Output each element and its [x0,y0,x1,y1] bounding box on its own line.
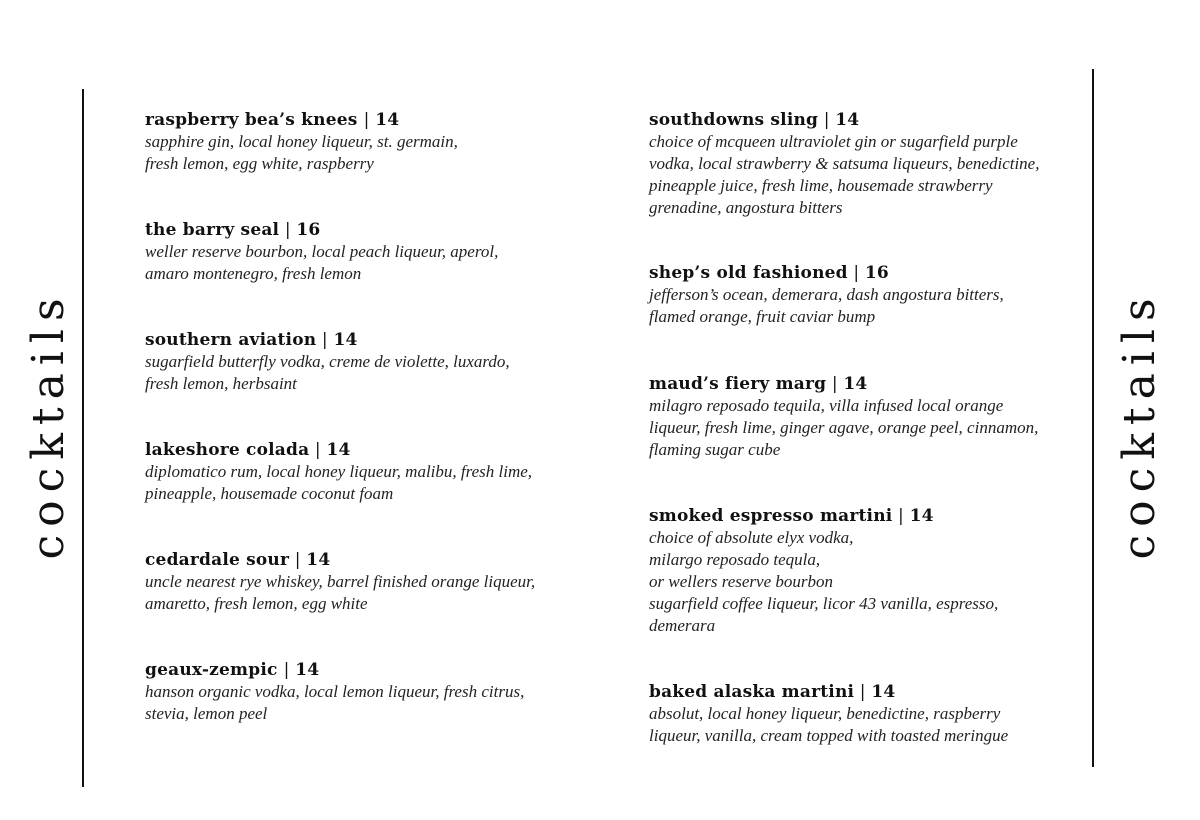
item-description: choice of mcqueen ultraviolet gin or sugarfield purple vodka, local strawberry & satsuma liqueurs, benedictine, pineapple juice, fresh lime, housemade strawberry grenadine, angostura bitters [649,132,1040,217]
item-price: 16 [296,220,321,240]
menu-item: the barry seal | 16 weller reserve bourbon, local peach liqueur, aperol, amaro montenegro, fresh lemon [145,219,585,285]
menu-item: raspberry bea’s knees | 14 sapphire gin, local honey liqueur, st. germain, fresh lemon, egg white, raspberry [145,109,585,175]
menu-item: baked alaska martini | 14 absolut, local honey liqueur, benedictine, raspberry liqueur, vanilla, cream topped with toasted meringue [649,681,1069,747]
item-name: geaux-zempic [145,660,284,680]
right-divider [1092,69,1094,767]
item-price: 14 [909,506,934,526]
item-description: weller reserve bourbon, local peach liqueur, aperol, amaro montenegro, fresh lemon [145,242,499,283]
side-title-left: cocktails [23,290,74,560]
item-price: 14 [333,330,358,350]
item-description: diplomatico rum, local honey liqueur, malibu, fresh lime, pineapple, housemade coconut foam [145,462,533,503]
item-name: the barry seal [145,220,280,240]
item-name: southdowns sling [649,110,819,130]
item-price: 14 [306,550,331,570]
item-name: southern aviation [145,330,317,350]
menu-item: geaux-zempic | 14 hanson organic vodka, local lemon liqueur, fresh citrus, stevia, lemon peel [145,659,585,725]
item-price: 16 [864,263,889,283]
item-description: choice of absolute elyx vodka, milargo reposado tequla, or wellers reserve bourbon sugarfield coffee liqueur, licor 43 vanilla, espresso, demerara [649,528,999,635]
left-divider [82,89,84,787]
item-name: shep’s old fashioned [649,263,848,283]
item-name: maud’s fiery marg [649,374,827,394]
item-description: sugarfield butterfly vodka, creme de violette, luxardo, fresh lemon, herbsaint [145,352,510,393]
item-description: milagro reposado tequila, villa infused local orange liqueur, fresh lime, ginger agave, orange peel, cinnamon, flaming sugar cube [649,396,1039,459]
item-price: 14 [835,110,860,130]
menu-item: smoked espresso martini | 14 choice of absolute elyx vodka, milargo reposado tequla, or wellers reserve bourbon sugarfield coffee liqueur, licor 43 vanilla, espresso, demerara [649,505,1069,637]
item-name: lakeshore colada [145,440,310,460]
item-name: smoked espresso martini [649,506,893,526]
item-description: absolut, local honey liqueur, benedictine, raspberry liqueur, vanilla, cream topped with toasted meringue [649,704,1009,745]
item-price: 14 [375,110,400,130]
item-price: 14 [326,440,351,460]
item-description: hanson organic vodka, local lemon liqueur, fresh citrus, stevia, lemon peel [145,682,525,723]
item-price: 14 [295,660,320,680]
menu-item: lakeshore colada | 14 diplomatico rum, local honey liqueur, malibu, fresh lime, pineapple, housemade coconut foam [145,439,585,505]
item-description: uncle nearest rye whiskey, barrel finished orange liqueur, amaretto, fresh lemon, egg white [145,572,536,613]
menu-item: southdowns sling | 14 choice of mcqueen ultraviolet gin or sugarfield purple vodka, local strawberry & satsuma liqueurs, benedictine, pineapple juice, fresh lime, housemade strawberry grenadine, angostura bitters [649,109,1069,219]
menu-item: maud’s fiery marg | 14 milagro reposado tequila, villa infused local orange liqueur, fresh lime, ginger agave, orange peel, cinnamon, flaming sugar cube [649,373,1069,461]
item-name: raspberry bea’s knees [145,110,364,130]
menu-item: southern aviation | 14 sugarfield butterfly vodka, creme de violette, luxardo, fresh lemon, herbsaint [145,329,585,395]
item-description: sapphire gin, local honey liqueur, st. germain, fresh lemon, egg white, raspberry [145,132,458,173]
item-price: 14 [871,682,896,702]
side-title-right: cocktails [1114,290,1165,560]
item-description: jefferson’s ocean, demerara, dash angostura bitters, flamed orange, fruit caviar bump [649,285,1004,326]
item-price: 14 [843,374,868,394]
menu-item: cedardale sour | 14 uncle nearest rye whiskey, barrel finished orange liqueur, amaretto, fresh lemon, egg white [145,549,585,615]
item-name: cedardale sour [145,550,290,570]
menu-item: shep’s old fashioned | 16 jefferson’s ocean, demerara, dash angostura bitters, flamed orange, fruit caviar bump [649,262,1069,328]
item-name: baked alaska martini [649,682,855,702]
